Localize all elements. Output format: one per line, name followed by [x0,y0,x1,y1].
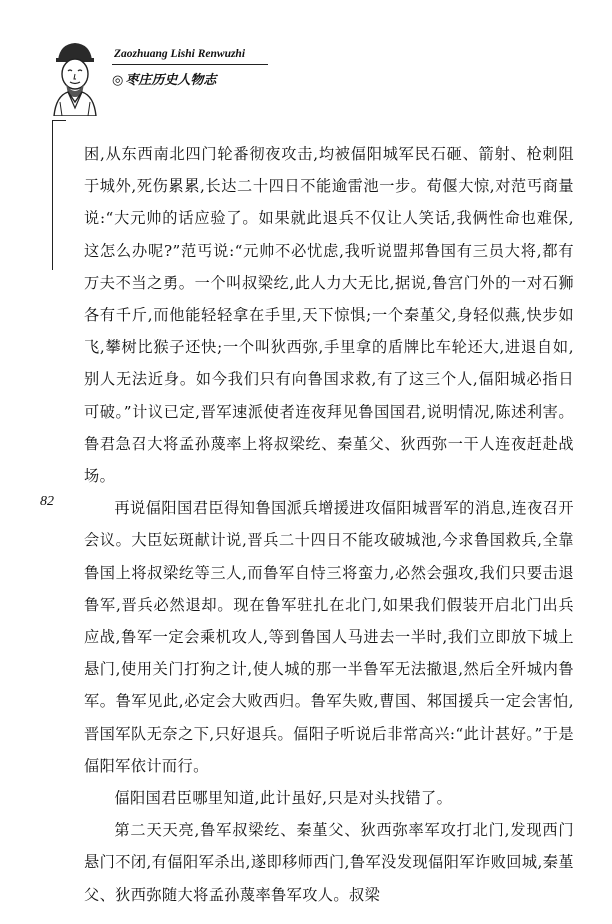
header-title-chinese [112,69,216,88]
header-divider [112,64,268,65]
margin-rule-vertical [52,120,53,270]
running-header [44,36,284,116]
paragraph-1: 困,从东西南北四门轮番彻夜攻击,均被偪阳城军民石砸、箭射、枪刺阻于城外,死伤累累,长达二十四日不能逾雷池一步。荀偃大惊,对范丐商量说:“大元帅的话应验了。如果就此退兵不仅让人笑话,我俩性命也难保,这怎么办呢?”范丐说:“元帅不必忧虑,我听说盟邦鲁国有三员大将,都有万夫不当之勇。一个叫叔梁纥,此人力大无比,据说,鲁宫门外的一对石狮各有千斤,而他能轻轻拿在手里,天下惊惧;一个秦堇父,身轻似燕,快步如飞,攀树比猴子还快;一个叫狄西弥,手里拿的盾牌比车轮还大,进退自如,别人无法近身。如今我们只有向鲁国求救,有了这三个人,偪阳城必指日可破。”计议已定,晋军速派使者连夜拜见鲁国国君,说明情况,陈述利害。鲁君急召大将孟孙蔑率上将叔梁纥、秦堇父、狄西弥一干人连夜赶赴战场。 [84,145,574,486]
margin-rule-horizontal [52,120,66,121]
header-title-pinyin: Zaozhuang Lishi Renwuzhi [114,48,246,60]
paragraph-4: 第二天天亮,鲁军叔梁纥、秦堇父、狄西弥率军攻打北门,发现西门悬门不闭,有偪阳军杀出,遂即移师西门,鲁军没发现偪阳军诈败回城,秦堇父、狄西弥随大将孟孙蔑率鲁军攻人。叔梁 [84,821,574,904]
body-text [84,138,574,911]
paragraph-2: 再说偪阳国君臣得知鲁国派兵增援进攻偪阳城晋军的消息,连夜召开会议。大臣妘斑献计说,晋兵二十四日不能攻破城池,今求鲁国救兵,全靠鲁国上将叔梁纥等三人,而鲁军自恃三将蛮力,必然会强攻,我们只要击退鲁军,晋兵必然退却。现在鲁军驻扎在北门,如果我们假装开启北门出兵应战,鲁军一定会乘机攻人,等到鲁国人马进去一半时,我们立即放下城上悬门,使用关门打狗之计,使人城的那一半鲁军无法撤退,然后全歼城内鲁军。鲁军见此,必定会大败西归。鲁军失败,曹国、邾国援兵一定会害怕,晋国军队无奈之下,只好退兵。偪阳子听说后非常高兴:“此计甚好。”于是偪阳军依计而行。 [84,499,574,775]
page-number: 82 [40,494,54,509]
circle-mark-icon: ◎ [112,73,124,88]
header-title-chinese-text: 枣庄历史人物志 [125,73,217,88]
paragraph-3: 偪阳国君臣哪里知道,此计虽好,只是对头找错了。 [114,789,453,808]
scholar-portrait-icon [44,36,106,116]
